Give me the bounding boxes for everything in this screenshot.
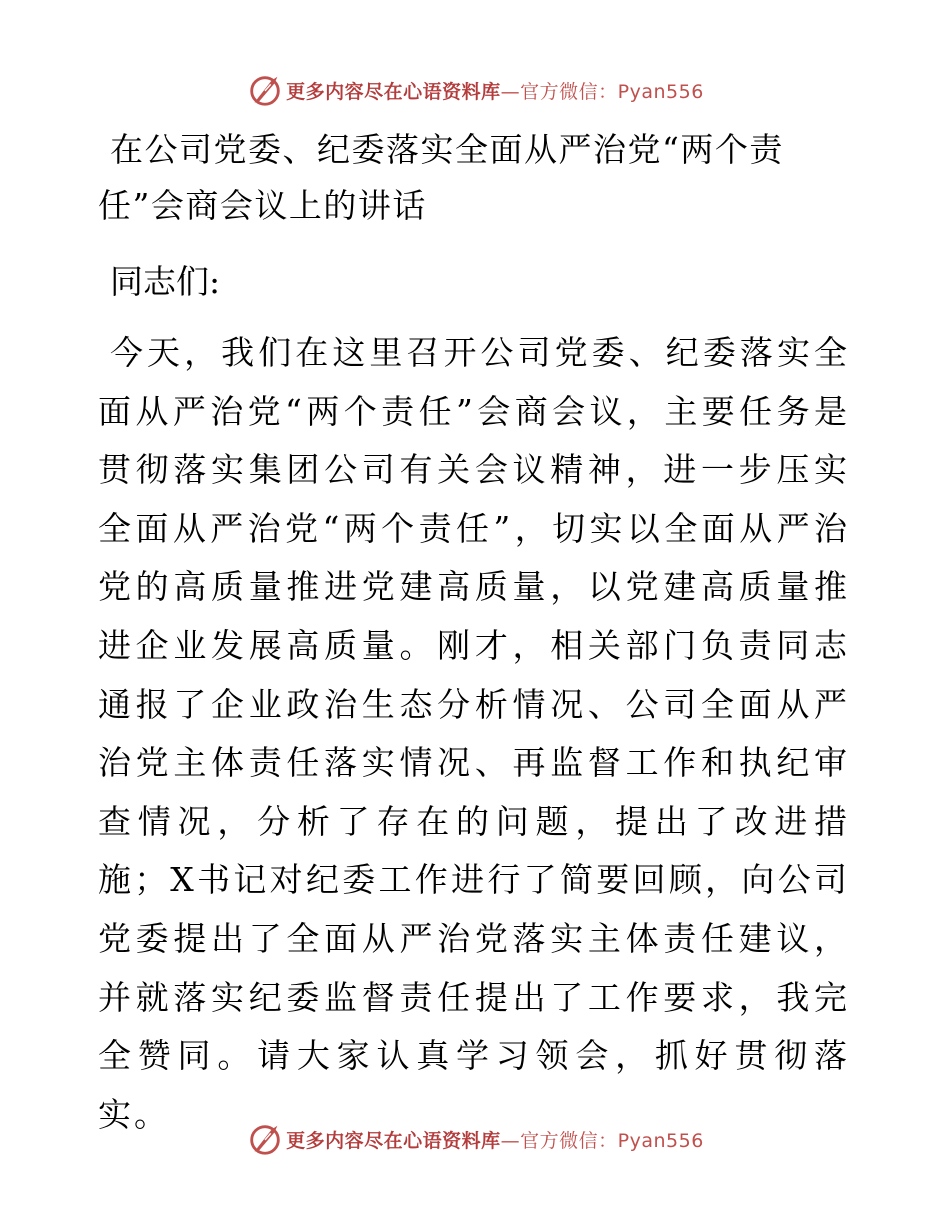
salutation: 同志们:	[110, 262, 221, 301]
page-title: 在公司党委、纪委落实全面从严治党“两个责任”会商会议上的讲话	[98, 130, 784, 225]
footer-banner	[0, 1117, 950, 1161]
header-banner-sub: —官方微信：Pyan556	[500, 80, 704, 103]
quill-logo-icon	[246, 71, 284, 109]
footer-banner-sub: —官方微信：Pyan556	[500, 1129, 704, 1152]
body-paragraph: 今天，我们在这里召开公司党委、纪委落实全面从严治党“两个责任”会商会议，主要任务是贯彻落实集团公司有关会议精神，进一步压实全面从严治党“两个责任”，切实以全面从严治党的高质量推进党建高质量，以党建高质量推进企业发展高质量。刚才，相关部门负责同志通报了企业政治生态分析情况、公司全面从严治党主体责任落实情况、再监督工作和执纪审查情况，分析了存在的问题，提出了改进措施；X书记对纪委工作进行了简要回顾，向公司党委提出了全面从严治党落实主体责任建议，并就落实纪委监督责任提出了工作要求，我完全赞同。请大家认真学习领会，抓好贯彻落实。	[98, 333, 850, 1134]
header-banner-text	[286, 77, 704, 104]
footer-banner-text	[286, 1126, 704, 1153]
header-banner	[0, 68, 950, 112]
footer-banner-main: 更多内容尽在心语资料库	[286, 1129, 501, 1152]
header-banner-main: 更多内容尽在心语资料库	[286, 80, 501, 103]
quill-logo-icon	[246, 1120, 284, 1158]
